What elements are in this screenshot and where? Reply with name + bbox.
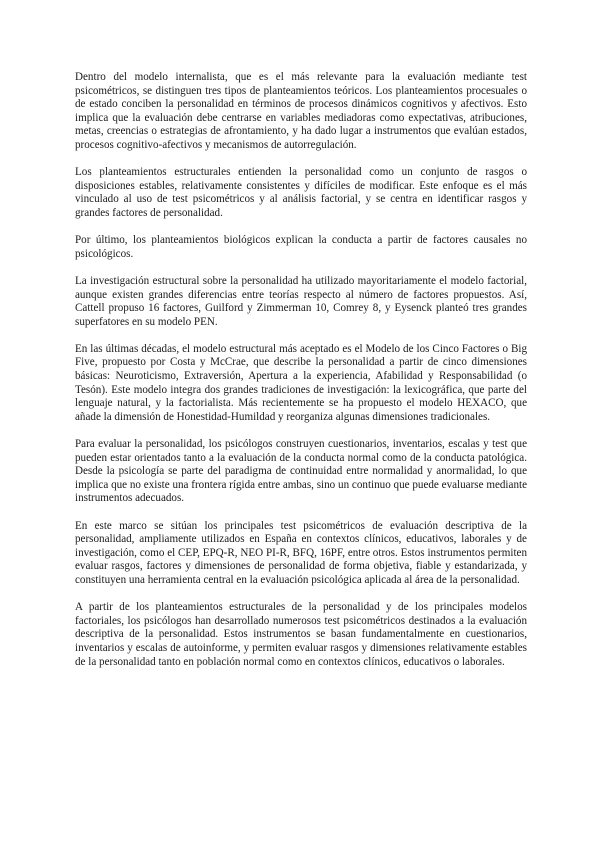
paragraph-2: Los planteamientos estructurales entienden la personalidad como un conjunto de rasgos o disposiciones estables, relativamente consistentes y difíciles de modificar. Este enfoque es el más vinculado al uso de test psicométricos y al análisis factorial, y se centra en identificar rasgos y grandes factores de personalidad. [75,166,527,219]
paragraph-8: A partir de los planteamientos estructurales de la personalidad y de los principales modelos factoriales, los psicólogos han desarrollado numerosos test psicométricos destinados a la evaluación descriptiva de la personalidad. Estos instrumentos se basan fundamentalmente en cuestionarios, inventarios y escalas de autoinforme, y permiten evaluar rasgos y dimensiones relativamente estables de la personalidad tanto en población normal como en contextos clínicos, educativos o laborales. [75,601,527,668]
paragraph-1: Dentro del modelo internalista, que es el más relevante para la evaluación mediante test psicométricos, se distinguen tres tipos de planteamientos teóricos. Los planteamientos procesuales o de estado conciben la personalidad en términos de procesos dinámicos cognitivos y afectivos. Esto implica que la evaluación debe centrarse en variables mediadoras como expectativas, atribuciones, metas, creencias o estrategias de afrontamiento, y ha dado lugar a instrumentos que evalúan estados, procesos cognitivo-afectivos y mecanismos de autorregulación. [75,71,527,151]
paragraph-5: En las últimas décadas, el modelo estructural más aceptado es el Modelo de los Cinco Factores o Big Five, propuesto por Costa y McCrae, que describe la personalidad a partir de cinco dimensiones básicas: Neuroticismo, Extraversión, Apertura a la experiencia, Afabilidad y Responsabilidad (o Tesón). Este modelo integra dos grandes tradiciones de investigación: la lexicográfica, que parte del lenguaje natural, y la factorialista. Más recientemente se ha propuesto el modelo HEXACO, que añade la dimensión de Honestidad-Humildad y reorganiza algunas dimensiones tradicionales. [75,342,527,423]
paragraph-6: Para evaluar la personalidad, los psicólogos construyen cuestionarios, inventarios, escalas y test que pueden estar orientados tanto a la evaluación de la conducta normal como de la conducta patológica. Desde la psicología se parte del paradigma de continuidad entre normalidad y anormalidad, lo que implica que no existe una frontera rígida entre ambas, sino un continuo que puede evaluarse mediante instrumentos adecuados. [75,438,527,505]
paragraph-4: La investigación estructural sobre la personalidad ha utilizado mayoritariamente el modelo factorial, aunque existen grandes diferencias entre teorías respecto al número de factores propuestos. Así, Cattell propuso 16 factores, Guilford y Zimmerman 10, Comrey 8, y Eysenck planteó tres grandes superfatores en su modelo PEN. [75,274,527,328]
paragraph-3: Por último, los planteamientos biológicos explican la conducta a partir de factores causales no psicológicos. [75,234,527,260]
document-body [75,71,527,683]
paragraph-7: En este marco se sitúan los principales test psicométricos de evaluación descriptiva de la personalidad, ampliamente utilizados en España en contextos clínicos, educativos, laborales y de investigación, como el CEP, EPQ-R, NEO PI-R, BFQ, 16PF, entre otros. Estos instrumentos permiten evaluar rasgos, factores y dimensiones de personalidad de forma objetiva, fiable y estandarizada, y constituyen una herramienta central en la evaluación psicológica aplicada al área de la personalidad. [75,519,527,586]
